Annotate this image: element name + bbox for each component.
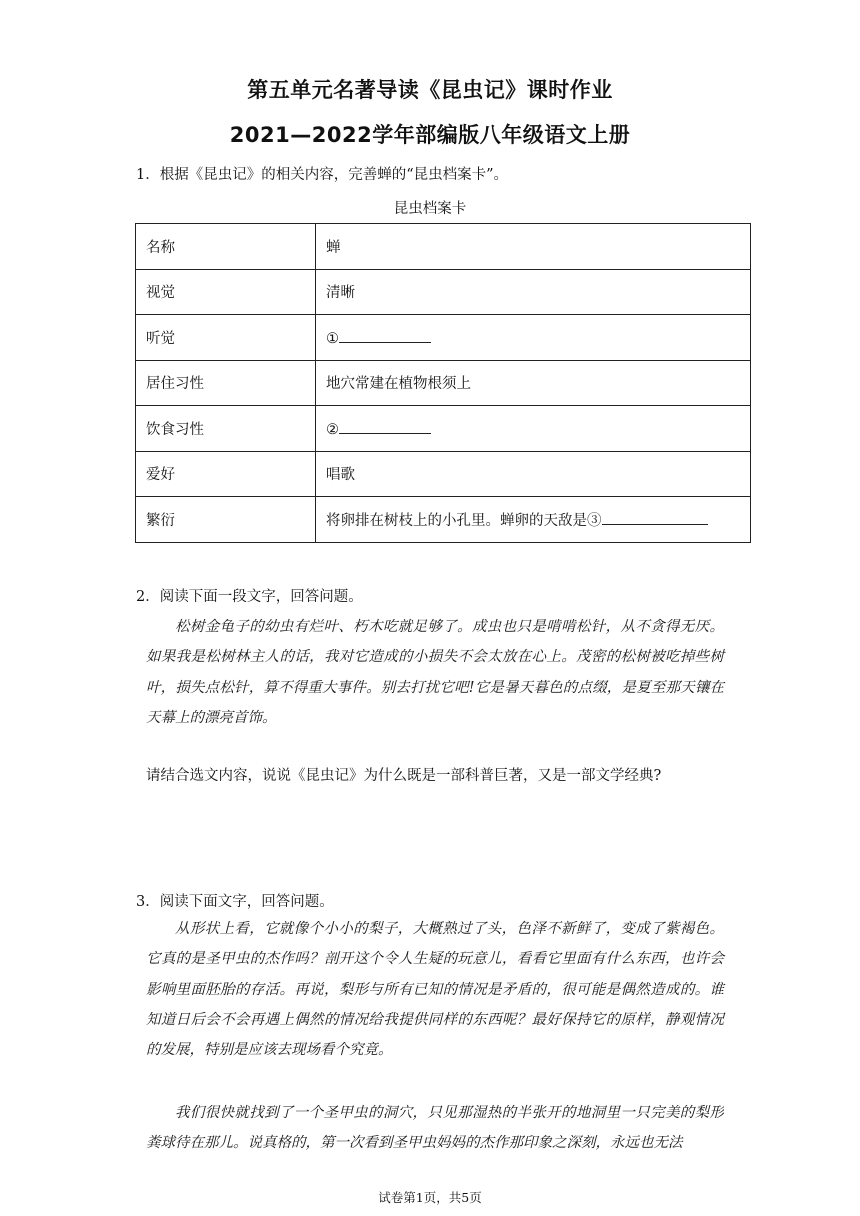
row-value xyxy=(316,497,751,543)
answer-blank-3[interactable] xyxy=(602,510,708,525)
page-subtitle: 2021—2022学年部编版八年级语文上册 xyxy=(229,123,631,147)
row-key: 爱好 xyxy=(136,451,316,497)
table-row xyxy=(136,406,751,452)
table-row xyxy=(136,360,751,406)
row-value: 清晰 xyxy=(316,269,751,315)
table-row xyxy=(136,497,751,543)
row-key: 居住习性 xyxy=(136,360,316,406)
row-value xyxy=(316,315,751,361)
row-key: 视觉 xyxy=(136,269,316,315)
row-value: 蝉 xyxy=(316,224,751,270)
insect-profile-table xyxy=(135,223,751,543)
question-3-paragraph-1: 从形状上看，它就像个小小的梨子，大概熟过了头，色泽不新鲜了，变成了紫褐色。它真的是圣甲虫的杰作吗？剖开这个令人生疑的玩意儿，看看它里面有什么东西，也许会影响里面胚胎的存活。再说，梨形与所有已知的情况是矛盾的，很可能是偶然造成的。谁知道日后会不会再遇上偶然的情况给我提供同样的东西呢？最好保持它的原样，静观情况的发展，特别是应该去现场看个究竟。 xyxy=(146,921,724,1059)
row-value: 地穴常建在植物根须上 xyxy=(316,360,751,406)
answer-blank-1[interactable] xyxy=(339,328,431,343)
table-row xyxy=(136,224,751,270)
question-3-paragraph-2: 我们很快就找到了一个圣甲虫的洞穴，只见那湿热的半张开的地洞里一只完美的梨形粪球待在那儿。说真格的，第一次看到圣甲虫妈妈的杰作那印象之深刻，永远也无法 xyxy=(146,1105,724,1152)
table-row xyxy=(136,451,751,497)
row-value: 唱歌 xyxy=(316,451,751,497)
row-key: 饮食习性 xyxy=(136,406,316,452)
table-row xyxy=(136,315,751,361)
page-footer: 试卷第1页，共5页 xyxy=(378,1190,482,1205)
blank-marker: 将卵排在树枝上的小孔里。蝉卵的天敌是③ xyxy=(326,512,602,529)
table-row xyxy=(136,269,751,315)
row-value xyxy=(316,406,751,452)
question-1-prompt: 1．根据《昆虫记》的相关内容，完善蝉的“昆虫档案卡”。 xyxy=(136,167,509,183)
question-2-ask: 请结合选文内容，说说《昆虫记》为什么既是一部科普巨著，又是一部文学经典? xyxy=(146,768,662,784)
blank-marker: ① xyxy=(326,330,339,347)
row-key: 听觉 xyxy=(136,315,316,361)
blank-marker: ② xyxy=(326,421,339,438)
question-2-passage: 松树金龟子的幼虫有烂叶、朽木吃就足够了。成虫也只是啃啃松针，从不贪得无厌。如果我是松树林主人的话，我对它造成的小损失不会太放在心上。茂密的松树被吃掉些树叶，损失点松针，算不得重大事件。别去打扰它吧!它是暑天暮色的点缀，是夏至那天镶在天幕上的漂亮首饰。 xyxy=(146,619,724,726)
question-2-prompt: 2．阅读下面一段文字，回答问题。 xyxy=(136,589,363,605)
question-3-prompt: 3．阅读下面文字，回答问题。 xyxy=(136,894,334,910)
row-key: 繁衍 xyxy=(136,497,316,543)
table-caption: 昆虫档案卡 xyxy=(393,201,467,217)
answer-blank-2[interactable] xyxy=(339,419,431,434)
row-key: 名称 xyxy=(136,224,316,270)
page-title: 第五单元名著导读《昆虫记》课时作业 xyxy=(247,78,613,102)
